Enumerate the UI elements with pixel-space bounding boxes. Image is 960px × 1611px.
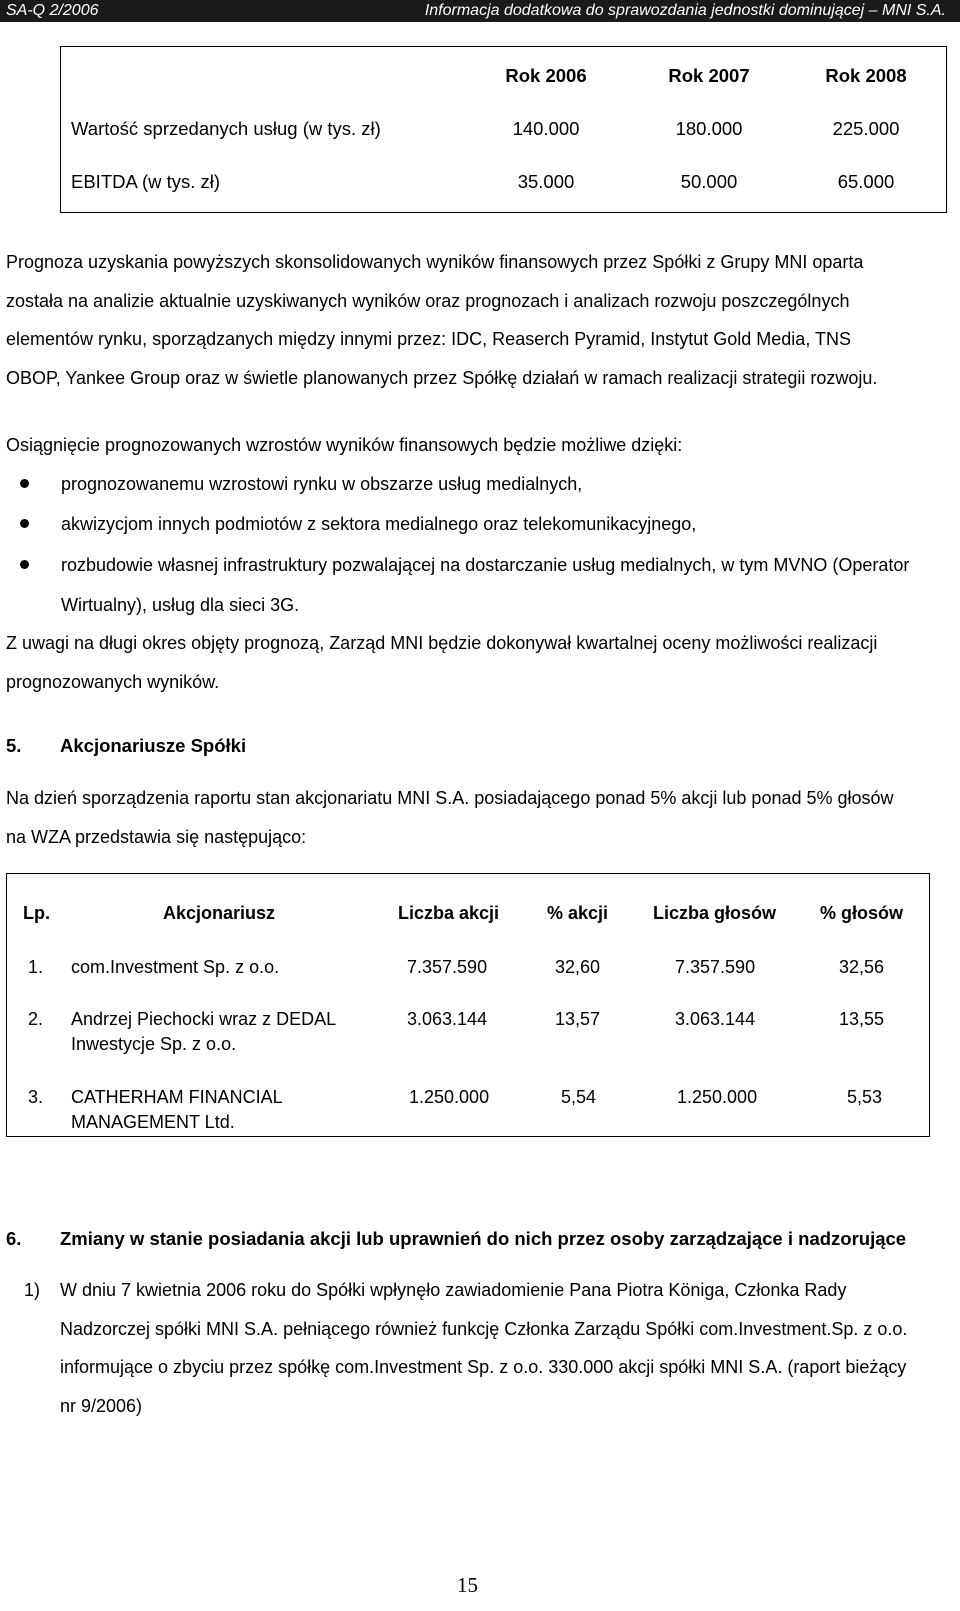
column-header: Lp. [23,903,50,923]
shareholder-name: Andrzej Piechocki wraz z DEDAL [71,1009,337,1029]
board-review-paragraph [6,624,936,701]
report-title: Informacja dodatkowa do sprawozdania jednostki dominującej – MNI S.A. [424,2,946,19]
cell-value: 225.000 [832,118,900,139]
shareholders-table [6,873,930,1137]
text-line: OBOP, Yankee Group oraz w świetle planowanych przez Spółkę działań w ramach realizacji strategii rozwoju. [6,367,878,388]
section-6-item-text [60,1271,932,1425]
text-line: informujące o zbyciu przez spółkę com.Investment Sp. z o.o. 330.000 akcji spółki MNI S.A. (raport bieżący [60,1357,907,1377]
votes-percent: 32,56 [839,957,885,977]
votes-percent: 13,55 [839,1009,885,1029]
text-line: W dniu 7 kwietnia 2006 roku do Spółki wpłynęło zawiadomienie Pana Piotra Königa, Członka Rady [60,1280,847,1300]
votes-count: 3.063.144 [675,1009,756,1029]
list-item-text: akwizycjom innych podmiotów z sektora medialnego oraz telekomunikacyjnego, [61,514,697,534]
row-number: 2. [28,1009,44,1029]
shares-count: 1.250.000 [409,1087,490,1107]
column-header: Akcjonariusz [163,903,276,923]
cell-value: 65.000 [837,171,895,192]
bullet-icon [20,479,29,488]
votes-percent: 5,53 [847,1087,883,1107]
cell-value: 35.000 [517,171,575,192]
shareholders-intro [6,779,936,856]
section-5-number: 5. [6,735,22,756]
column-header: Rok 2007 [668,65,750,86]
list-item-text: prognozowanemu wzrostowi rynku w obszarze usług medialnych, [61,474,583,494]
bullet-icon [20,519,29,528]
achievement-intro: Osiągnięcie prognozowanych wzrostów wyników finansowych będzie możliwe dzięki: [6,435,683,455]
shareholder-name: Inwestycje Sp. z o.o. [71,1034,237,1054]
shares-count: 3.063.144 [407,1009,488,1029]
text-line: nr 9/2006) [60,1395,143,1416]
votes-count: 1.250.000 [677,1087,758,1107]
row-label: EBITDA (w tys. zł) [71,171,221,192]
column-header: Liczba akcji [398,903,500,923]
section-5-title: Akcjonariusze Spółki [60,735,247,756]
text-line: na WZA przedstawia się następująco: [6,826,307,847]
text-line: Z uwagi na długi okres objęty prognozą, Zarząd MNI będzie dokonywał kwartalnej oceny możliwości realizacji [6,633,878,653]
text-line: Prognoza uzyskania powyższych skonsolidowanych wyników finansowych przez Spółki z Grupy MNI oparta [6,252,864,272]
shares-percent: 13,57 [555,1009,601,1029]
cell-value: 50.000 [680,171,738,192]
text-line: prognozowanych wyników. [6,671,220,692]
column-header: Liczba głosów [653,903,777,923]
shareholder-name: com.Investment Sp. z o.o. [71,957,280,977]
section-6-number: 6. [6,1228,22,1249]
shares-count: 7.357.590 [407,957,488,977]
section-6-title: Zmiany w stanie posiadania akcji lub uprawnień do nich przez osoby zarządzające i nadzorujące [60,1228,907,1249]
row-number: 1. [28,957,44,977]
shares-percent: 5,54 [561,1087,597,1107]
cell-value: 180.000 [675,118,743,139]
page-number: 15 [457,1573,478,1597]
list-item-text: rozbudowie własnej infrastruktury pozwalającej na dostarczanie usług medialnych, w tym MVNO (Operator [61,555,910,575]
text-line: Nadzorczej spółki MNI S.A. pełniącego również funkcję Członka Zarządu Spółki com.Investment.Sp. z o.o. [60,1318,908,1339]
column-header: % akcji [547,903,609,923]
forecast-basis-paragraph [6,243,936,397]
shareholder-name: MANAGEMENT Ltd. [71,1112,235,1132]
column-header: Rok 2006 [505,65,587,86]
row-label: Wartość sprzedanych usług (w tys. zł) [71,118,381,139]
text-line: została na analizie aktualnie uzyskiwanych wyników oraz prognozach i analizach rozwoju poszczególnych [6,290,850,311]
list-item-text: Wirtualny), usług dla sieci 3G. [61,595,300,615]
text-line: Na dzień sporządzenia raportu stan akcjonariatu MNI S.A. posiadającego ponad 5% akcji lub ponad 5% głosów [6,788,894,808]
shares-percent: 32,60 [555,957,601,977]
bullet-icon [20,560,29,569]
votes-count: 7.357.590 [675,957,756,977]
page-header [0,0,960,22]
row-number: 3. [28,1087,44,1107]
column-header: % głosów [820,903,904,923]
item-number: 1) [24,1280,41,1300]
column-header: Rok 2008 [825,65,907,86]
forecast-table [60,46,947,213]
report-code: SA-Q 2/2006 [6,2,99,19]
cell-value: 140.000 [512,118,580,139]
text-line: elementów rynku, sporządzanych między innymi przez: IDC, Reaserch Pyramid, Instytut Gold Media, TNS [6,329,851,349]
shareholder-name: CATHERHAM FINANCIAL [71,1087,283,1107]
